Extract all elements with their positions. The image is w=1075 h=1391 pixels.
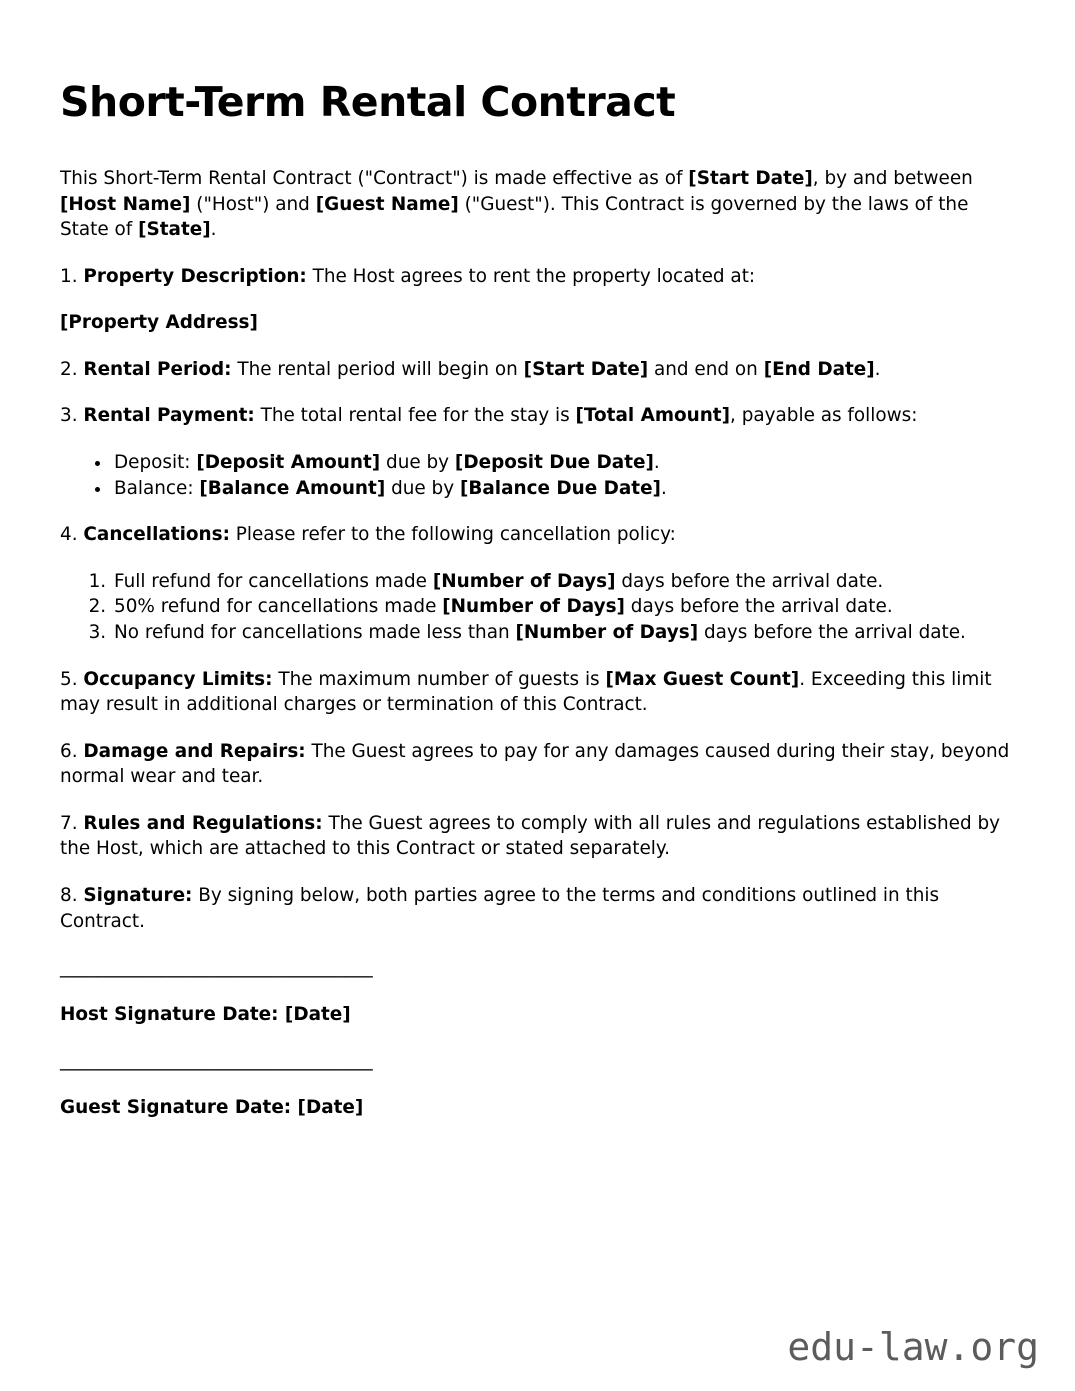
text-run: . — [660, 477, 667, 499]
placeholder-field: [Deposit Amount] — [196, 452, 381, 474]
property-address-placeholder — [60, 310, 1015, 336]
text-run: 8. — [60, 884, 84, 906]
text-run: By signing below, both parties agree to the terms and conditions outlined in this Contract. — [60, 884, 940, 932]
placeholder-field: [Deposit Due Date] — [454, 452, 654, 474]
text-run: , by and between — [812, 168, 973, 189]
text-run: , payable as follows: — [730, 405, 918, 427]
payment-list-item-deposit — [112, 450, 1015, 476]
section-rules-and-regulations — [60, 811, 1015, 862]
host-signature-line: __________________________________ — [60, 957, 373, 979]
placeholder-field: Rental Period: — [83, 358, 232, 380]
text-run: due by — [380, 452, 455, 474]
text-run: . Exceeding this limit may result in additional charges or termination of this Contract. — [60, 668, 992, 716]
text-run: The Host agrees to rent the property located at: — [306, 265, 756, 287]
text-run: ("Guest"). This Contract is governed by the laws of the State of — [60, 193, 969, 241]
placeholder-field: Damage and Repairs: — [83, 740, 306, 762]
text-run: Full refund for cancellations made — [114, 570, 433, 592]
text-run: The Guest agrees to pay for any damages caused during their stay, beyond normal wear and tear. — [60, 740, 1010, 788]
placeholder-field: [Start Date] — [688, 168, 813, 189]
placeholder-field: Guest Signature Date: [Date] — [60, 1096, 364, 1118]
placeholder-field: [Balance Amount] — [199, 477, 386, 499]
text-run: Balance: — [114, 477, 200, 499]
placeholder-field: [Balance Due Date] — [459, 477, 661, 499]
text-run: The rental period will begin on — [231, 358, 524, 380]
text-run: The total rental fee for the stay is — [254, 405, 576, 427]
cancellation-policy-item — [112, 620, 1015, 646]
placeholder-field: Host Signature Date: [Date] — [60, 1003, 351, 1025]
text-run: This Short-Term Rental Contract ("Contract") is made effective as of — [60, 168, 689, 189]
placeholder-field: [Number of Days] — [515, 621, 699, 643]
text-run: due by — [385, 477, 460, 499]
text-run: 4. — [60, 524, 84, 546]
text-run: No refund for cancellations made less than — [114, 621, 516, 643]
section-rental-payment — [60, 403, 1015, 429]
placeholder-field: [Total Amount] — [575, 405, 730, 427]
cancellation-policy-item — [112, 569, 1015, 595]
text-run: 1. — [60, 265, 84, 287]
text-run: . — [874, 358, 881, 380]
placeholder-field: Signature: — [83, 884, 193, 906]
text-run: The Guest agrees to comply with all rules and regulations established by the Host, which are attached to this Contract or stated separately. — [60, 812, 1001, 860]
payment-list-item-balance — [112, 476, 1015, 502]
text-run: . — [210, 219, 217, 241]
guest-signature-line: __________________________________ — [60, 1050, 373, 1072]
placeholder-field: [Number of Days] — [442, 596, 625, 618]
text-run: ("Host") and — [190, 193, 316, 215]
text-run: 2. — [60, 358, 84, 380]
text-run: days before the arrival date. — [624, 596, 893, 618]
section-occupancy-limits — [60, 667, 1015, 718]
placeholder-field: [Host Name] — [60, 193, 191, 215]
brand-watermark: edu-law.org — [787, 1325, 1039, 1369]
placeholder-field: Property Description: — [83, 265, 307, 287]
text-run: days before the arrival date. — [698, 621, 966, 643]
text-run: 3. — [60, 405, 84, 427]
placeholder-field: Occupancy Limits: — [83, 668, 273, 690]
placeholder-field: [State] — [138, 219, 211, 241]
text-run: 7. — [60, 812, 84, 834]
section-cancellations — [60, 522, 1015, 548]
text-run: Deposit: — [114, 452, 197, 474]
placeholder-field: [End Date] — [763, 358, 875, 380]
text-run: 50% refund for cancellations made — [114, 596, 443, 618]
placeholder-field: [Property Address] — [60, 312, 258, 334]
placeholder-field: [Guest Name] — [315, 193, 459, 215]
text-run: 5. — [60, 668, 84, 690]
placeholder-field: [Max Guest Count] — [605, 668, 800, 690]
text-run: Please refer to the following cancellation policy: — [229, 524, 676, 546]
host-signature-label — [60, 1002, 1015, 1028]
placeholder-field: [Number of Days] — [432, 570, 616, 592]
section-rental-period — [60, 357, 1015, 383]
placeholder-field: Cancellations: — [83, 524, 230, 546]
placeholder-field: [Start Date] — [523, 358, 649, 380]
section-signature — [60, 883, 1015, 934]
placeholder-field: Rules and Regulations: — [83, 812, 323, 834]
section-damage-and-repairs — [60, 739, 1015, 790]
guest-signature-label — [60, 1095, 1015, 1121]
section-property-description — [60, 264, 1015, 290]
text-run: . — [653, 452, 660, 474]
text-run: The maximum number of guests is — [272, 668, 606, 690]
cancellation-policy-list — [60, 569, 1015, 646]
intro-paragraph — [60, 166, 1015, 243]
payment-schedule-list — [60, 450, 1015, 501]
text-run: and end on — [648, 358, 764, 380]
cancellation-policy-item — [112, 594, 1015, 620]
text-run: days before the arrival date. — [615, 570, 884, 592]
document-title: Short-Term Rental Contract — [60, 78, 676, 126]
placeholder-field: Rental Payment: — [83, 405, 255, 427]
text-run: 6. — [60, 740, 84, 762]
